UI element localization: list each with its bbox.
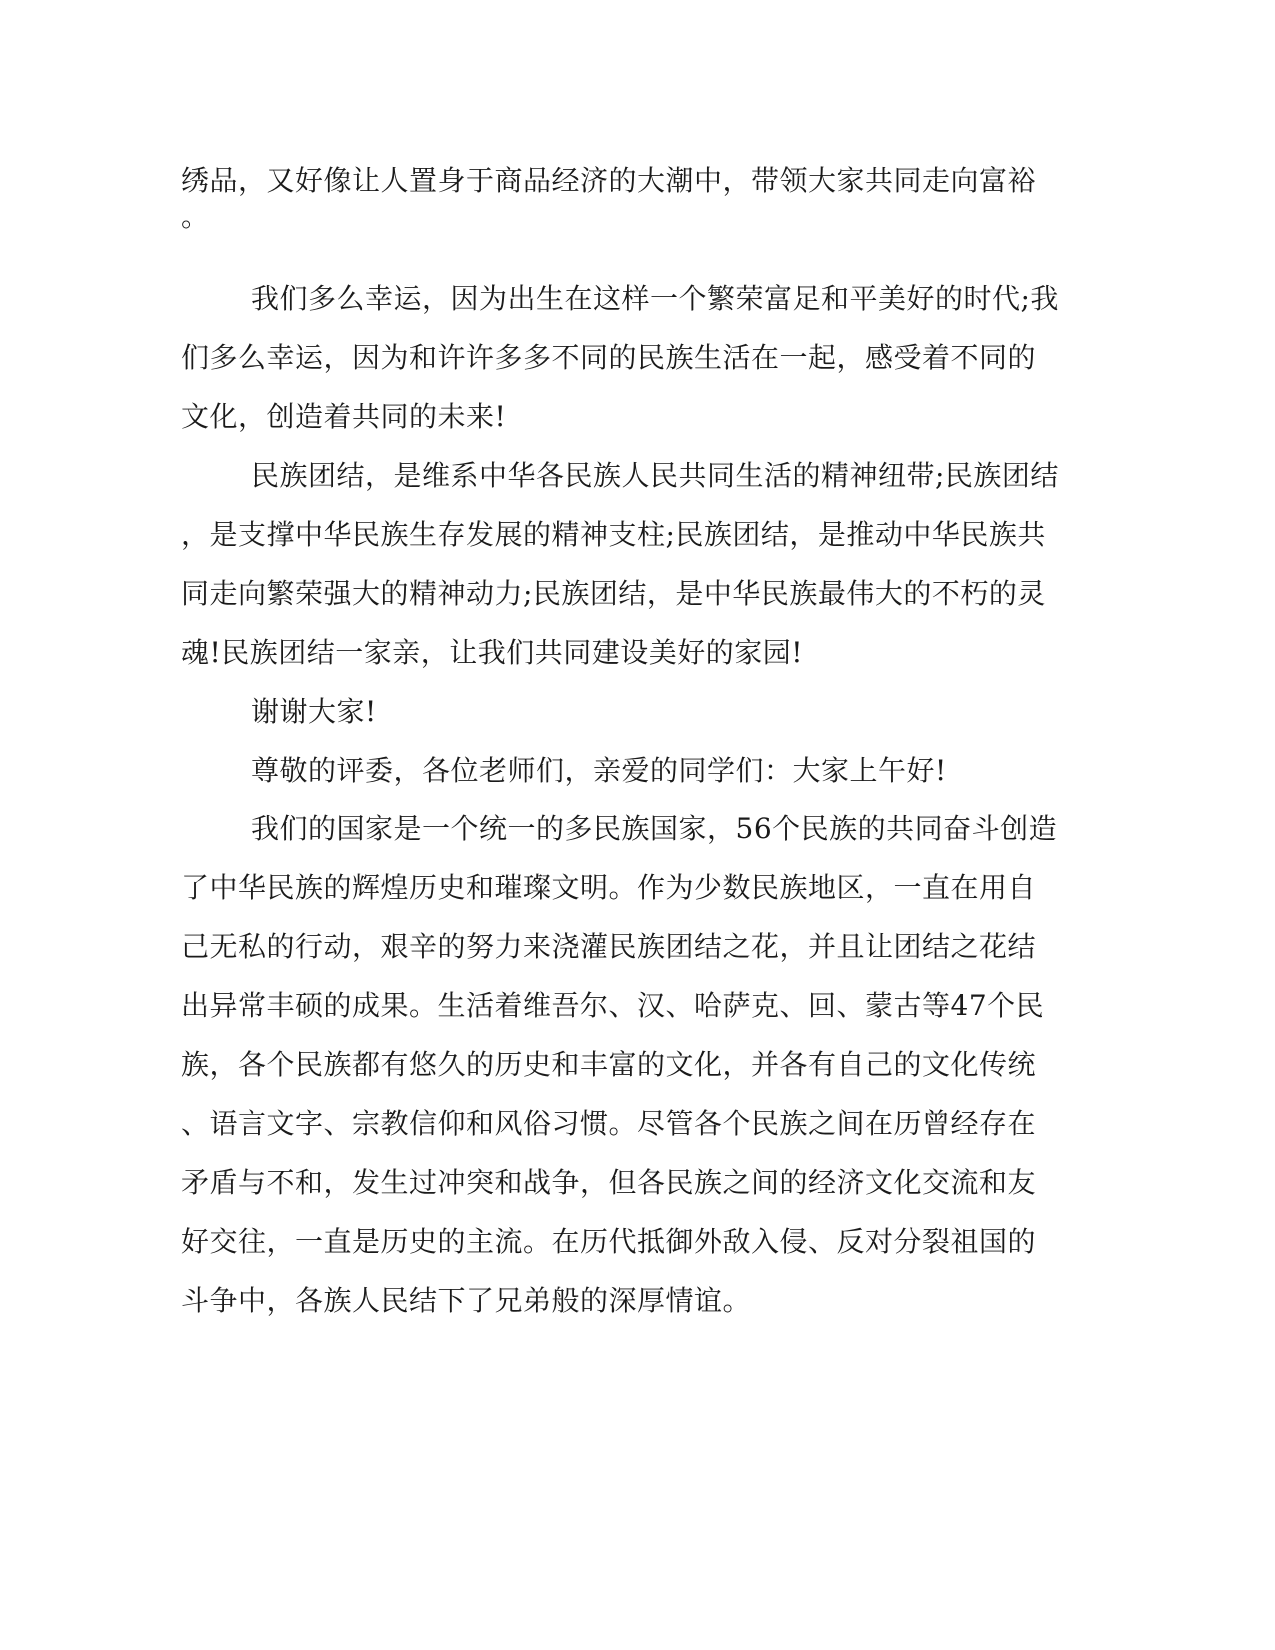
text-line: 绣品，又好像让人置身于商品经济的大潮中，带领大家共同走向富裕 xyxy=(181,164,1037,197)
text-line: 我们多么幸运，因为出生在这样一个繁荣富足和平美好的时代;我 xyxy=(251,282,1059,315)
text-line: 我们的国家是一个统一的多民族国家，56个民族的共同奋斗创造 xyxy=(251,812,1058,845)
text-line: 谢谢大家! xyxy=(251,695,377,728)
text-line: ，是支撑中华民族生存发展的精神支柱;民族团结，是推动中华民族共 xyxy=(181,518,1046,551)
text-line: 。 xyxy=(181,200,210,233)
text-line: 同走向繁荣强大的精神动力;民族团结，是中华民族最伟大的不朽的灵 xyxy=(181,577,1046,610)
text-line: 了中华民族的辉煌历史和璀璨文明。作为少数民族地区，一直在用自 xyxy=(181,871,1037,904)
text-line: 尊敬的评委，各位老师们，亲爱的同学们：大家上午好! xyxy=(251,754,947,787)
text-line: 族，各个民族都有悠久的历史和丰富的文化，并各有自己的文化传统 xyxy=(181,1048,1037,1081)
text-line: 斗争中，各族人民结下了兄弟般的深厚情谊。 xyxy=(181,1284,752,1317)
text-line: 好交往，一直是历史的主流。在历代抵御外敌入侵、反对分裂祖国的 xyxy=(181,1225,1037,1258)
text-line: 、语言文字、宗教信仰和风俗习惯。尽管各个民族之间在历曾经存在 xyxy=(181,1107,1037,1140)
text-line: 己无私的行动，艰辛的努力来浇灌民族团结之花，并且让团结之花结 xyxy=(181,930,1037,963)
text-line: 们多么幸运，因为和许许多多不同的民族生活在一起，感受着不同的 xyxy=(181,341,1037,374)
text-line: 矛盾与不和，发生过冲突和战争，但各民族之间的经济文化交流和友 xyxy=(181,1166,1037,1199)
text-line: 出异常丰硕的成果。生活着维吾尔、汉、哈萨克、回、蒙古等47个民 xyxy=(181,989,1045,1022)
text-line: 文化，创造着共同的未来! xyxy=(181,400,507,433)
text-line: 魂!民族团结一家亲，让我们共同建设美好的家园! xyxy=(181,636,804,669)
text-line: 民族团结，是维系中华各民族人民共同生活的精神纽带;民族团结 xyxy=(251,459,1059,492)
